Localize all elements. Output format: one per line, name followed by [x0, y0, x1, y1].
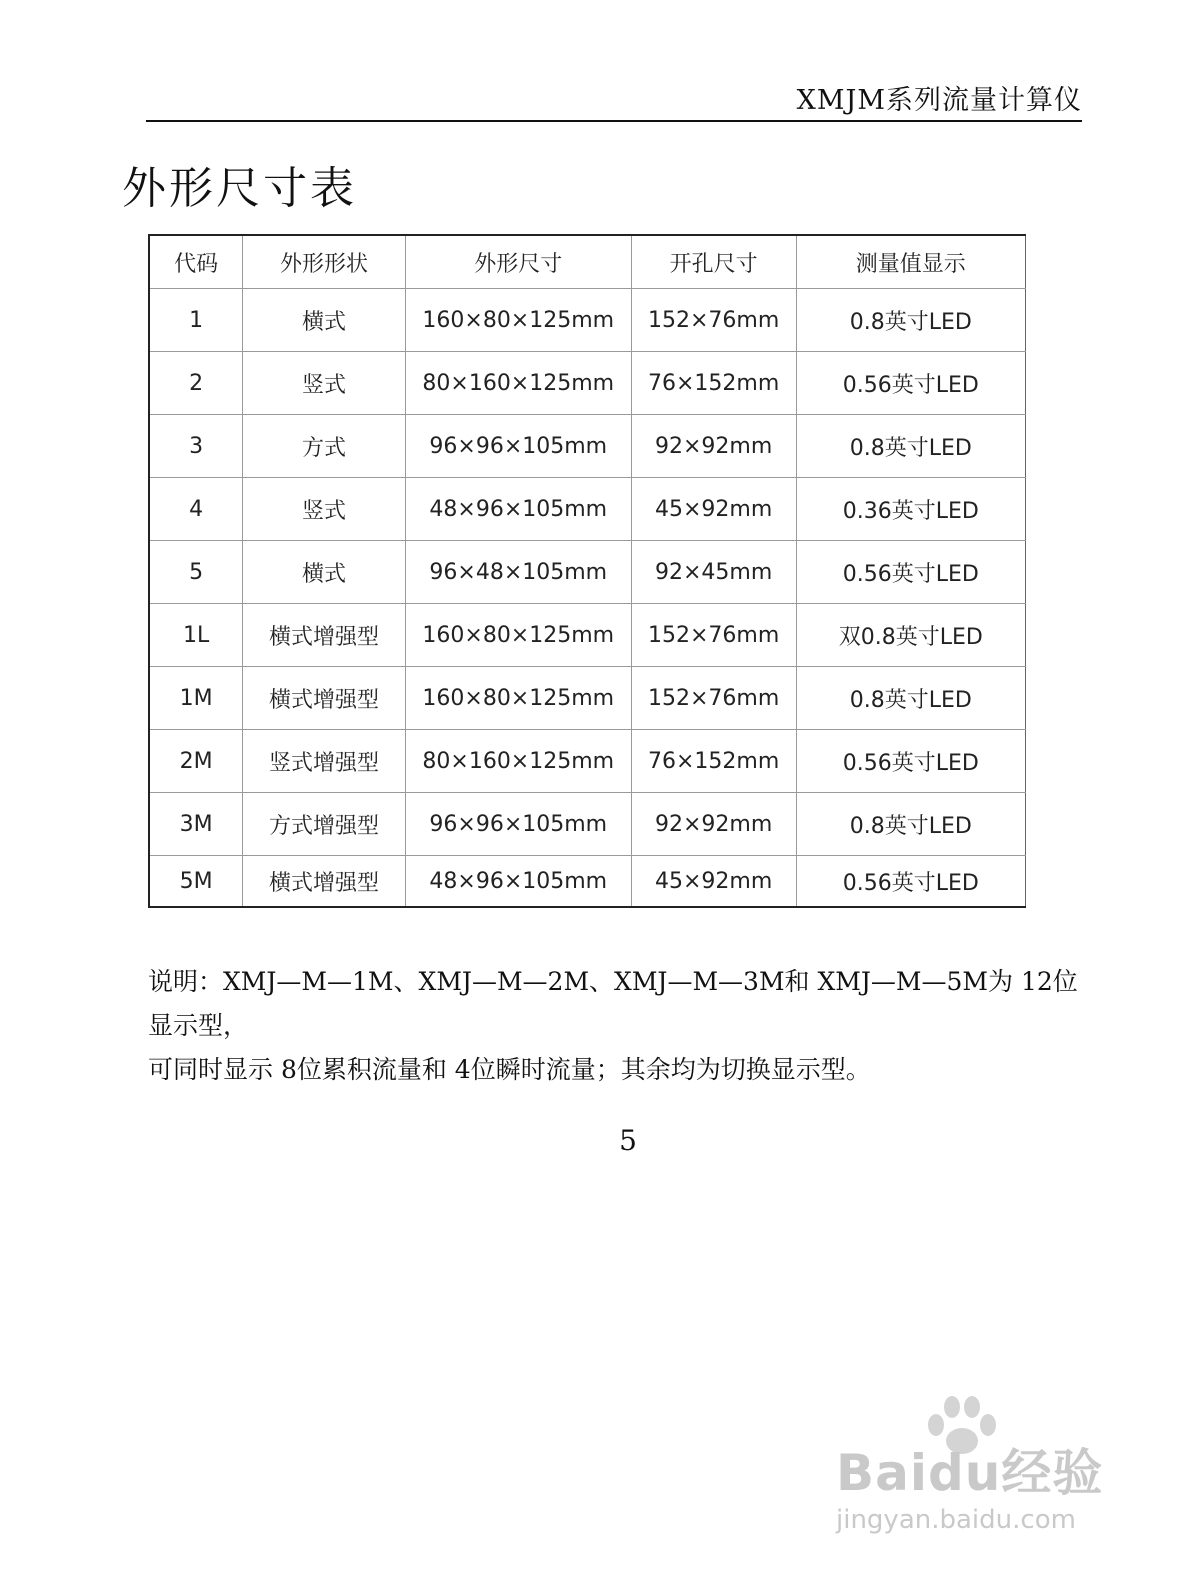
watermark-brand: Baidu经验: [836, 1444, 1104, 1502]
table-cell: 0.56英寸LED: [796, 541, 1025, 604]
table-row: [149, 415, 1026, 478]
table-cell: 92×92mm: [631, 793, 796, 856]
column-header: 代码: [149, 235, 243, 289]
table-cell: 2: [149, 352, 243, 415]
table-row: [149, 478, 1026, 541]
table-cell: 3: [149, 415, 243, 478]
table-cell: 160×80×125mm: [405, 289, 631, 352]
page-title: 外形尺寸表: [122, 163, 357, 214]
watermark-site: jingyan.baidu.com: [836, 1505, 1076, 1535]
table-cell: 4: [149, 478, 243, 541]
column-header: 测量值显示: [796, 235, 1025, 289]
table-row: [149, 856, 1026, 908]
table-cell: 横式增强型: [243, 604, 406, 667]
column-header: 外形尺寸: [405, 235, 631, 289]
table-cell: 0.8英寸LED: [796, 667, 1025, 730]
table-cell: 竖式增强型: [243, 730, 406, 793]
table-cell: 5M: [149, 856, 243, 908]
dimension-table: [148, 234, 1026, 908]
table-cell: 96×96×105mm: [405, 793, 631, 856]
table-cell: 48×96×105mm: [405, 478, 631, 541]
table-cell: 92×45mm: [631, 541, 796, 604]
table-cell: 竖式: [243, 352, 406, 415]
table-row: [149, 667, 1026, 730]
header-rule: [146, 120, 1082, 122]
table-cell: 96×96×105mm: [405, 415, 631, 478]
table-row: [149, 289, 1026, 352]
table-cell: 92×92mm: [631, 415, 796, 478]
table-cell: 0.8英寸LED: [796, 289, 1025, 352]
table-cell: 竖式: [243, 478, 406, 541]
table-cell: 0.8英寸LED: [796, 793, 1025, 856]
table-cell: 5: [149, 541, 243, 604]
table-cell: 80×160×125mm: [405, 730, 631, 793]
table-cell: 横式增强型: [243, 667, 406, 730]
table-cell: 160×80×125mm: [405, 667, 631, 730]
table-header-row: [149, 235, 1026, 289]
note-paragraph: [148, 960, 1078, 1092]
table-cell: 方式: [243, 415, 406, 478]
note-line: 可同时显示 8位累积流量和 4位瞬时流量；其余均为切换显示型。: [148, 1055, 871, 1084]
column-header: 开孔尺寸: [631, 235, 796, 289]
table-row: [149, 793, 1026, 856]
table-cell: 3M: [149, 793, 243, 856]
table-cell: 0.56英寸LED: [796, 856, 1025, 908]
table-cell: 48×96×105mm: [405, 856, 631, 908]
table-cell: 横式增强型: [243, 856, 406, 908]
table-cell: 160×80×125mm: [405, 604, 631, 667]
column-header: 外形形状: [243, 235, 406, 289]
note-line: 说明：XMJ—M—1M、XMJ—M—2M、XMJ—M—3M和 XMJ—M—5M为 12位显示型，: [148, 967, 1078, 1040]
table-cell: 0.8英寸LED: [796, 415, 1025, 478]
table-cell: 152×76mm: [631, 667, 796, 730]
table-cell: 76×152mm: [631, 352, 796, 415]
page-number: 5: [619, 1124, 637, 1157]
table-cell: 方式增强型: [243, 793, 406, 856]
table-row: [149, 604, 1026, 667]
table-cell: 1M: [149, 667, 243, 730]
table-cell: 横式: [243, 289, 406, 352]
baidu-watermark: [836, 1395, 1126, 1555]
page-header: [146, 78, 1082, 122]
table-cell: 1L: [149, 604, 243, 667]
table-cell: 96×48×105mm: [405, 541, 631, 604]
table-cell: 152×76mm: [631, 289, 796, 352]
table-cell: 45×92mm: [631, 856, 796, 908]
table-cell: 双0.8英寸LED: [796, 604, 1025, 667]
table-cell: 1: [149, 289, 243, 352]
table-cell: 152×76mm: [631, 604, 796, 667]
table-row: [149, 541, 1026, 604]
table-cell: 45×92mm: [631, 478, 796, 541]
table-cell: 0.56英寸LED: [796, 730, 1025, 793]
table-cell: 0.36英寸LED: [796, 478, 1025, 541]
table-cell: 2M: [149, 730, 243, 793]
table-cell: 横式: [243, 541, 406, 604]
table-cell: 80×160×125mm: [405, 352, 631, 415]
table-row: [149, 352, 1026, 415]
table-cell: 0.56英寸LED: [796, 352, 1025, 415]
table-cell: 76×152mm: [631, 730, 796, 793]
header-title: XMJM系列流量计算仪: [796, 85, 1082, 116]
table-row: [149, 730, 1026, 793]
